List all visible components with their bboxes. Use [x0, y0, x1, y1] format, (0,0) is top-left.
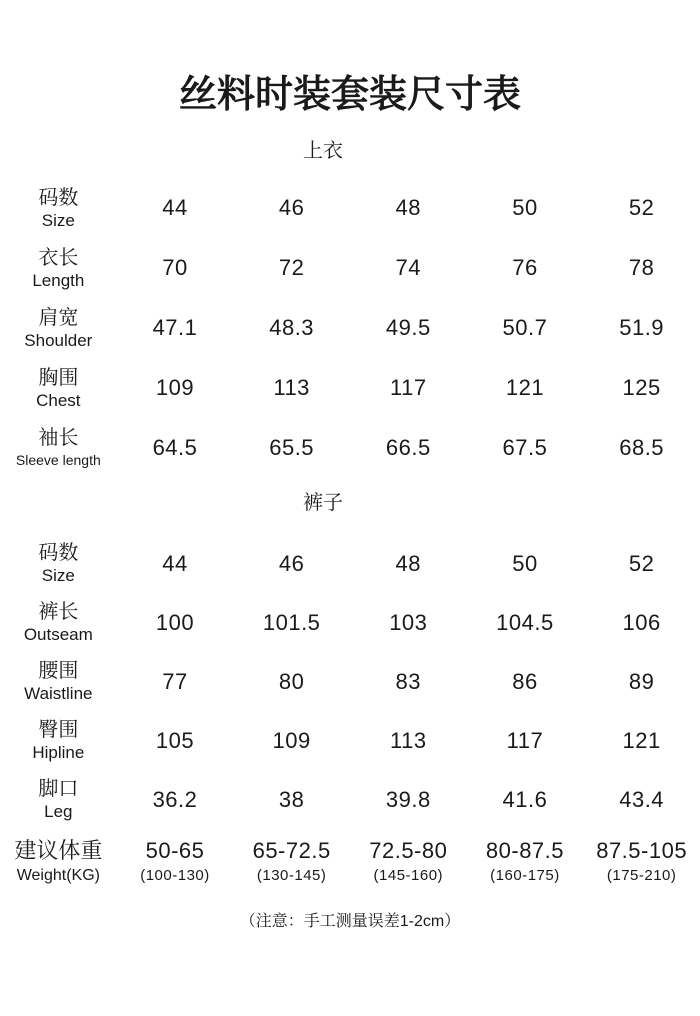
row-label-en: Outseam [23, 625, 93, 644]
row-label-en: Shoulder [24, 330, 93, 350]
size-value-cell: 48 [395, 550, 422, 576]
size-value-cell: 113 [390, 727, 427, 753]
size-value-cell: 46 [278, 550, 305, 576]
size-value-cell: 104.5 [496, 609, 554, 635]
size-value-cell: 125 [622, 375, 661, 400]
size-value-cell: 80 [278, 668, 305, 694]
size-value-cell: 41.6 [502, 786, 548, 812]
row-label-en: Waistline [24, 684, 93, 703]
row-header [0, 711, 117, 770]
row-header [0, 652, 117, 711]
weight-value-cell [467, 829, 584, 905]
weight-kg-range: 50-65 [145, 838, 205, 863]
weight-kg-range: 65-72.5 [252, 838, 331, 863]
size-value-cell: 36.2 [152, 786, 198, 812]
table-row [0, 593, 700, 652]
weight-lb-range: (175-210) [606, 867, 677, 884]
size-value-cell: 48 [395, 195, 422, 220]
row-label-en: Size [41, 566, 75, 585]
row-label-zh: 腰围 [38, 660, 79, 682]
size-value-cell: 109 [155, 375, 195, 400]
table-row-weight [0, 829, 700, 905]
row-label-zh: 衣长 [38, 246, 79, 269]
section-title-tops: 上衣 [303, 140, 343, 162]
row-label-zh: 胸围 [38, 366, 79, 389]
size-value-cell: 89 [628, 668, 655, 694]
row-label-zh: 袖长 [38, 426, 79, 449]
row-header [0, 829, 117, 905]
table-row [0, 298, 700, 358]
row-label-zh: 码数 [38, 186, 79, 209]
table-row [0, 534, 700, 593]
size-value-cell: 49.5 [385, 315, 431, 340]
table-row [0, 358, 700, 418]
row-label-en: Size [41, 210, 75, 230]
row-label-zh: 脚口 [38, 778, 79, 800]
page-title: 丝料时装套装尺寸表 [178, 74, 521, 116]
size-value-cell: 52 [628, 550, 655, 576]
section-title-pants: 裤子 [303, 492, 343, 514]
size-value-cell: 72 [278, 255, 305, 280]
size-value-cell: 83 [395, 668, 422, 694]
weight-value-cell [117, 829, 234, 905]
weight-kg-range: 80-87.5 [485, 838, 565, 863]
size-value-cell: 65.5 [269, 435, 315, 460]
size-value-cell: 50 [512, 550, 538, 576]
size-value-cell: 78 [628, 255, 655, 280]
size-value-cell: 121 [622, 727, 661, 753]
size-value-cell: 76 [512, 255, 538, 280]
size-value-cell: 77 [162, 668, 188, 694]
row-label-zh: 裤长 [38, 601, 79, 623]
size-value-cell: 51.9 [619, 315, 665, 340]
size-value-cell: 117 [390, 375, 427, 400]
table-row [0, 711, 700, 770]
table-row [0, 418, 700, 478]
size-value-cell: 68.5 [619, 435, 665, 460]
size-value-cell: 50.7 [502, 315, 548, 340]
row-label-zh: 建议体重 [14, 838, 103, 863]
row-label-en: Length [32, 270, 85, 290]
tops-size-table [0, 178, 700, 478]
weight-value-cell [583, 829, 700, 905]
size-value-cell: 67.5 [502, 435, 548, 460]
weight-lb-range: (145-160) [373, 867, 444, 884]
size-value-cell: 109 [272, 727, 311, 753]
row-header [0, 770, 117, 829]
table-row [0, 238, 700, 298]
row-label-en: Hipline [32, 743, 85, 762]
row-label-zh: 码数 [38, 542, 79, 564]
size-value-cell: 117 [506, 727, 544, 753]
weight-lb-range: (160-175) [490, 867, 560, 884]
size-value-cell: 38 [278, 786, 305, 812]
size-value-cell: 47.1 [152, 315, 198, 340]
size-value-cell: 46 [278, 195, 305, 220]
size-value-cell: 44 [162, 195, 188, 220]
weight-lb-range: (100-130) [140, 867, 210, 884]
row-label-en: Chest [36, 390, 81, 410]
weight-value-cell [350, 829, 467, 905]
row-header [0, 358, 117, 418]
row-label-en: Weight(KG) [16, 867, 100, 884]
row-label-en: Sleeve length [15, 451, 101, 468]
size-value-cell: 101.5 [262, 609, 321, 635]
size-value-cell: 121 [505, 375, 545, 400]
table-row [0, 178, 700, 238]
size-value-cell: 113 [273, 375, 310, 400]
size-value-cell: 48.3 [269, 315, 315, 340]
size-value-cell: 52 [628, 195, 655, 220]
size-value-cell: 43.4 [619, 786, 665, 812]
table-row [0, 652, 700, 711]
size-value-cell: 39.8 [385, 786, 431, 812]
size-value-cell: 70 [162, 255, 188, 280]
size-value-cell: 64.5 [152, 435, 198, 460]
weight-lb-range: (130-145) [256, 867, 327, 884]
weight-kg-range: 87.5-105 [596, 838, 688, 863]
size-value-cell: 66.5 [385, 435, 431, 460]
size-value-cell: 106 [622, 609, 661, 635]
row-header [0, 238, 117, 298]
row-label-en: Leg [44, 802, 73, 821]
weight-value-cell [233, 829, 350, 905]
pants-size-table [0, 534, 700, 905]
row-header [0, 418, 117, 478]
row-label-zh: 肩宽 [38, 306, 79, 329]
size-value-cell: 103 [389, 609, 428, 635]
row-header [0, 534, 117, 593]
size-value-cell: 44 [162, 550, 188, 576]
size-value-cell: 74 [395, 255, 422, 280]
row-header [0, 178, 117, 238]
weight-kg-range: 72.5-80 [369, 838, 448, 863]
row-header [0, 593, 117, 652]
size-value-cell: 105 [155, 727, 195, 753]
table-row [0, 770, 700, 829]
size-value-cell: 86 [512, 668, 538, 694]
row-label-zh: 臀围 [38, 719, 79, 741]
measurement-note: （注意：手工测量误差1-2cm） [239, 913, 461, 930]
size-value-cell: 100 [155, 609, 195, 635]
row-header [0, 298, 117, 358]
size-value-cell: 50 [512, 195, 538, 220]
